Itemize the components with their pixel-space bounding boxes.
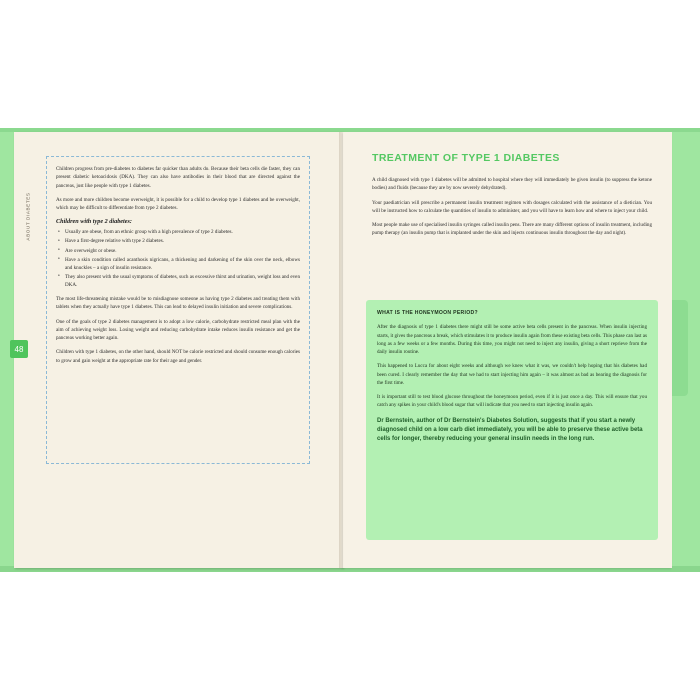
paragraph: Most people make use of specialised insulin syringes called insulin pens. There are many different options of insulin treatment, including pump therapy (an insulin pump that is implanted under the skin and injects continuous insulin throughout the day and night). [372,222,652,237]
page-number-badge: 48 [10,340,28,358]
paragraph: After the diagnosis of type 1 diabetes there might still be some active beta cells present in the pancreas. When insulin injecting starts, it gives the pancreas a break, which stimulates it to produce insulin again from these existing beta cells. This phase can last as long as a few weeks or a few months. During this time, you might not need to inject any insulin, giving a short reprieve from the daily insulin routine. [377,324,647,355]
honeymoon-period-callout [366,300,658,540]
list-item: • Usually are obese, from an ethnic group with a high prevalence of type 2 diabetes. [65,228,300,236]
list-item: • Have a first-degree relative with type 2 diabetes. [65,237,300,245]
paragraph: Children with type 1 diabetes, on the other hand, should NOT be calorie restricted and should consume enough calories to grow and gain weight at the appropriate rate for their age and gender. [56,349,300,364]
paragraph: A child diagnosed with type 1 diabetes will be admitted to hospital where they will immediately be given insulin (to suppress the ketone bodies) and fluids (because they are by now severely dehydrated). [372,177,652,192]
callout-title: WHAT IS THE HONEYMOON PERIOD? [377,310,478,316]
paragraph: As more and more children become overweight, it is possible for a child to develop type 1 diabetes and be overweight, which may be difficult to differentiate from type 2 diabetes. [56,196,300,211]
list-item: • Are overweight or obese. [65,247,300,255]
section-title: TREATMENT OF TYPE 1 DIABETES [372,152,560,164]
list-item: • Have a skin condition called acanthosis nigricans, a thickening and darkening of the skin over the neck, elbows and knuckles – a sign of insulin resistance. [65,256,300,272]
page-gutter-shadow [339,132,347,568]
list-item: • They also present with the usual symptoms of diabetes, such as excessive thirst and urination, weight loss and even DKA. [65,273,300,289]
subheading: Children with type 2 diabetes: [56,218,132,226]
paragraph: One of the goals of type 2 diabetes management is to adopt a low calorie, carbohydrate restricted meal plan with the aim of achieving weight loss. Losing weight and reducing carbohydrate intake reduces insulin resistance and get the pancreas working better again. [56,318,300,342]
paragraph: Your paediatrician will prescribe a permanent insulin treatment regimen with dosages calculated with the assistance of a dietician. You will be instructed how to calculate the quantities of insulin to administer, and you will have to learn how and where to inject your child. [372,199,652,214]
callout-emphasis-note: Dr Bernstein, author of Dr Bernstein's Diabetes Solution, suggests that if you start a newly diagnosed child on a low carb diet immediately, you will be able to preserve these active beta cells for longer, thereby reducing your general insulin needs in the long run. [377,417,643,443]
paragraph: Children progress from pre-diabetes to diabetes far quicker than adults do. Because their beta cells die faster, they can present diabetic ketoacidosis (DKA). They can also have antibodies in their blood that are directed against the pancreas, just like people with type 1 diabetes. [56,166,300,189]
paragraph: It is important still to test blood glucose throughout the honeymoon period, even if it is just once a day. This will ensure that you catch any spikes in your child's blood sugar that will indicate that you need to start injecting insulin again. [377,394,647,409]
running-head: ABOUT DIABETES [25,192,31,241]
paragraph: This happened to Lucca for about eight weeks and although we knew what it was, we couldn't help hoping that his diabetes had been cured. I clearly remember the day that we had to start injecting him again – it was almost as bad as bearing the diagnosis for the first time. [377,363,647,386]
left-page-text-block [46,156,310,464]
right-page-text-block [372,176,652,244]
bullet-list [56,228,300,289]
paragraph: The most life-threatening mistake would be to misdiagnose someone as having type 2 diabetes and treating them with tablets when they actually have type 1 diabetes. This can lead to delayed insulin initiation and severe complications. [56,296,300,311]
